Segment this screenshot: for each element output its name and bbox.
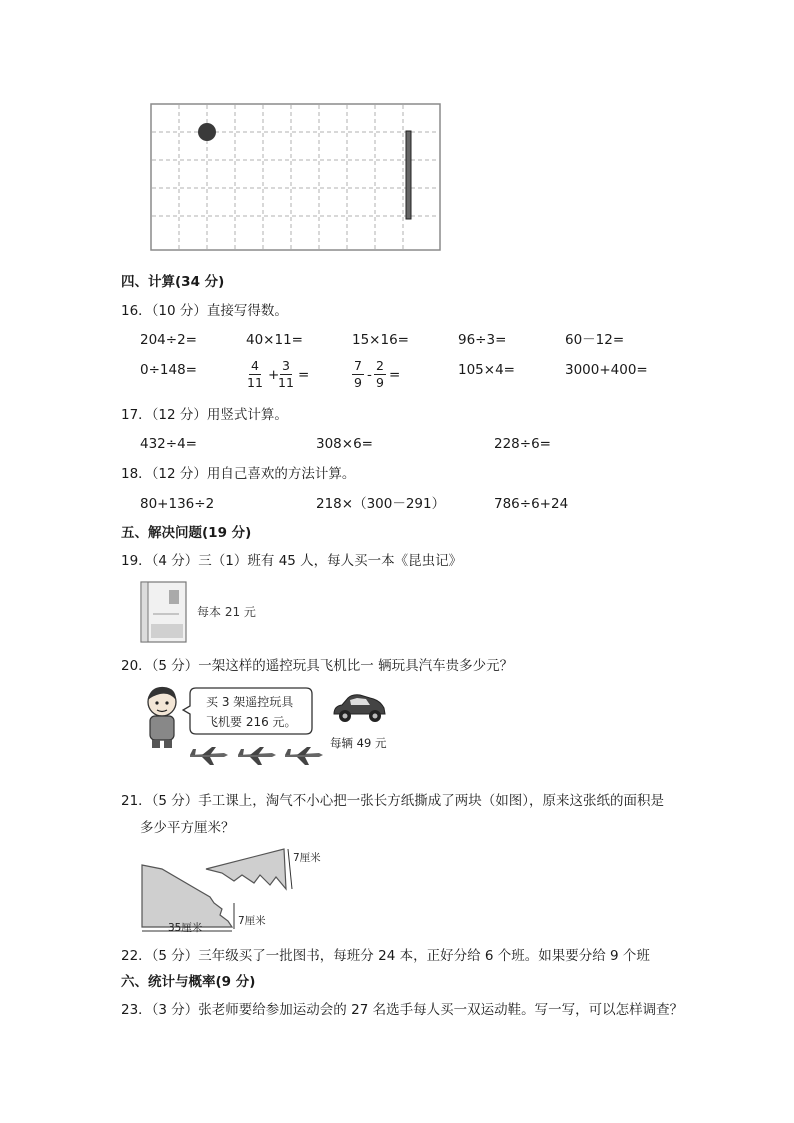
q17-item: 432÷4=	[140, 436, 197, 452]
operator: -	[367, 367, 372, 383]
q17-title: 17．（12 分）用竖式计算。	[121, 407, 288, 423]
fraction: $\frac{7}{9}$	[354, 358, 362, 390]
q16-item: 60－12=	[565, 332, 625, 348]
ball-icon	[198, 123, 216, 141]
label-right-7cm: 7厘米	[238, 915, 266, 927]
q16-item: 40×11=	[246, 332, 303, 348]
stick-icon	[406, 131, 411, 219]
q19-title: 19．（4 分）三（1）班有 45 人，每人买一本《昆虫记》	[121, 553, 463, 569]
q22-title: 22．（5 分）三年级买了一批图书，每班分 24 本，正好分给 6 个班。如果要分给 9 个班	[121, 948, 650, 964]
operator: +	[268, 367, 280, 383]
q16-item: 3000+400=	[565, 362, 648, 378]
section-4-title: 四、计算(34 分)	[121, 274, 225, 290]
toy-car-icon	[330, 690, 388, 726]
label-top-7cm: 7厘米	[293, 852, 321, 864]
fraction: $\frac{4}{11}$	[247, 358, 263, 390]
q18-title: 18．（12 分）用自己喜欢的方法计算。	[121, 466, 356, 482]
q16-item: 105×4=	[458, 362, 515, 378]
q18-item: 80+136÷2	[140, 496, 215, 512]
toy-plane-icon	[236, 745, 278, 769]
grid-figure	[150, 103, 442, 253]
bubble-text-line1: 买 3 架遥控玩具	[206, 695, 294, 709]
toy-plane-icon	[188, 745, 230, 769]
q18-item: 218×（300－291）	[316, 496, 446, 512]
q16-title: 16．（10 分）直接写得数。	[121, 303, 288, 319]
bubble-text-line2: 飞机要 216 元。	[206, 715, 297, 729]
fraction: $\frac{3}{11}$	[278, 358, 294, 390]
book-icon	[139, 580, 189, 644]
q21-title-line1: 21．（5 分）手工课上，淘气不小心把一张长方纸撕成了两块（如图），原来这张纸的面积是	[121, 793, 665, 809]
toy-plane-icon	[283, 745, 325, 769]
q18-item: 786÷6+24	[494, 496, 569, 512]
q17-item: 228÷6=	[494, 436, 551, 452]
fraction: $\frac{2}{9}$	[376, 358, 384, 390]
book-price-label: 每本 21 元	[197, 605, 256, 619]
equals: =	[389, 367, 401, 383]
q16-item: 15×16=	[352, 332, 409, 348]
q16-item: 0÷148=	[140, 362, 197, 378]
q20-title: 20．（5 分）一架这样的遥控玩具飞机比一 辆玩具汽车贵多少元？	[121, 658, 514, 674]
q17-item: 308×6=	[316, 436, 373, 452]
boy-icon	[140, 684, 186, 750]
q16-item: 204÷2=	[140, 332, 197, 348]
q21-title-line2: 多少平方厘米？	[140, 820, 235, 836]
equals: =	[298, 367, 310, 383]
section-5-title: 五、解决问题(19 分)	[121, 525, 252, 541]
label-bottom-35cm: 35厘米	[168, 922, 203, 934]
section-6-title: 六、统计与概率(9 分)	[121, 974, 256, 990]
car-price-label: 每辆 49 元	[330, 736, 387, 750]
q23-title: 23．（3 分）张老师要给参加运动会的 27 名选手每人买一双运动鞋。写一写，可以怎样调查？	[121, 1002, 684, 1018]
q16-item: 96÷3=	[458, 332, 507, 348]
